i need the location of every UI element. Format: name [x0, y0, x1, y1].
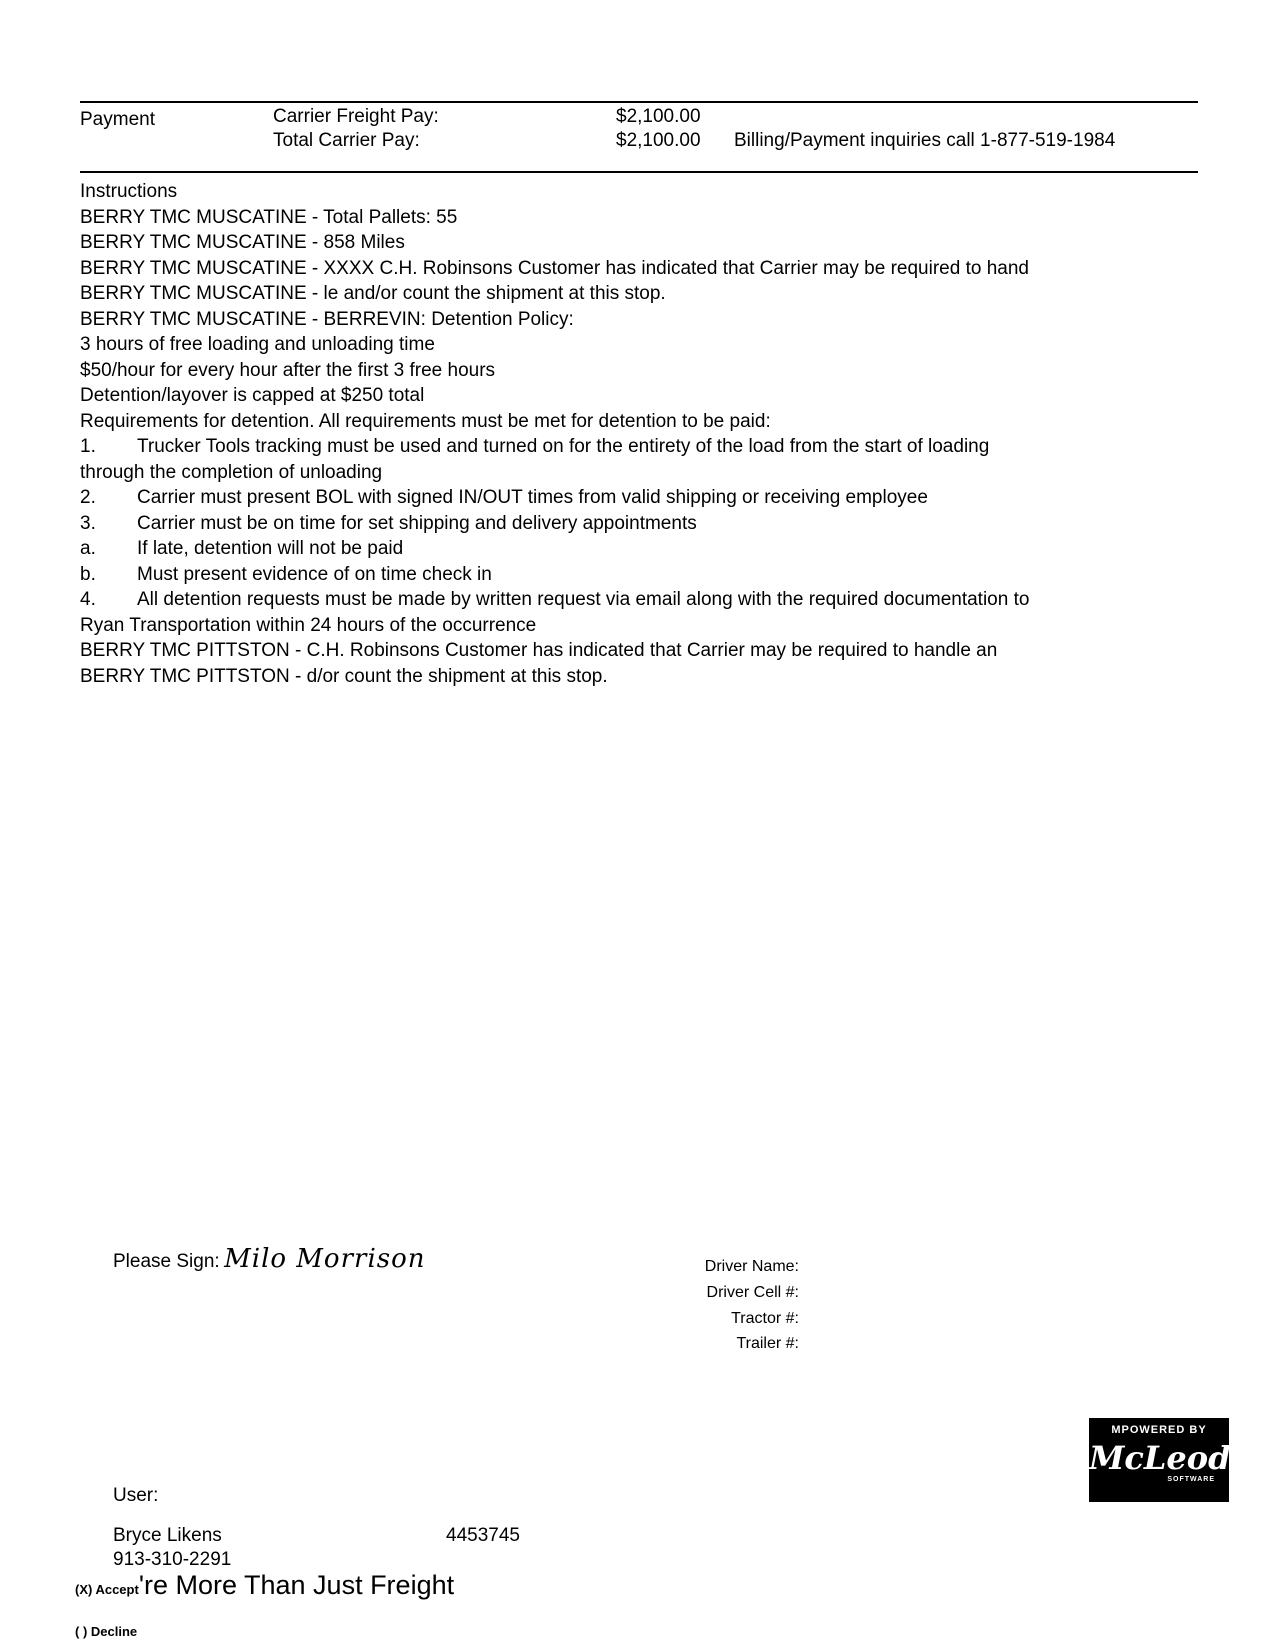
instructions-section: [80, 179, 1210, 689]
logo-software-text: SOFTWARE: [1167, 1476, 1215, 1483]
instruction-line: [80, 332, 1210, 358]
instruction-text: Carrier must present BOL with signed IN/OUT times from valid shipping or receiving employee: [137, 487, 928, 508]
instruction-text: If late, detention will not be paid: [137, 538, 404, 559]
instruction-text: Must present evidence of on time check in: [137, 563, 492, 585]
instruction-number: 1.: [80, 436, 96, 457]
instruction-text: BERRY TMC PITTSTON - C.H. Robinsons Customer has indicated that Carrier may be required to handle an: [80, 640, 998, 661]
accept-row: [75, 1570, 454, 1601]
instruction-line: [80, 358, 1210, 384]
instruction-line: [80, 664, 1210, 690]
instruction-text: Carrier must be on time for set shipping and delivery appointments: [137, 512, 697, 534]
instruction-text: Detention/layover is capped at $250 total: [80, 385, 425, 406]
logo-powered-by-text: MPOWERED BY: [1111, 1424, 1207, 1436]
slogan-text: 're More Than Just Freight: [138, 1570, 455, 1600]
instruction-line: [80, 307, 1210, 333]
instruction-line: [80, 434, 1210, 460]
instruction-line: [80, 383, 1210, 409]
user-phone: 913-310-2291: [113, 1549, 232, 1570]
driver-name-label: Driver Name:: [704, 1258, 799, 1275]
instruction-line: [80, 205, 1210, 231]
instruction-text: BERRY TMC PITTSTON - d/or count the shipment at this stop.: [80, 665, 608, 687]
instruction-line: [80, 562, 1210, 588]
payment-top-rule: [80, 101, 1198, 103]
trailer-label: Trailer #:: [736, 1335, 799, 1352]
instruction-text: BERRY TMC MUSCATINE - le and/or count the shipment at this stop.: [80, 283, 666, 304]
instruction-text: Trucker Tools tracking must be used and turned on for the entirety of the load from the start of loading: [137, 436, 990, 457]
instruction-line: [80, 460, 1210, 486]
mcleod-logo: [1089, 1418, 1229, 1502]
total-pay-value: $2,100.00: [616, 130, 701, 151]
total-pay-label: Total Carrier Pay:: [273, 130, 420, 151]
instruction-number: 2.: [80, 487, 96, 508]
instruction-text: BERRY TMC MUSCATINE - Total Pallets: 55: [80, 206, 458, 228]
driver-cell-label: Driver Cell #:: [706, 1284, 799, 1301]
freight-pay-value: $2,100.00: [616, 106, 701, 127]
instruction-line: [80, 638, 1210, 664]
instruction-line: [80, 281, 1210, 307]
instruction-text: $50/hour for every hour after the first 3 free hours: [80, 359, 496, 381]
instruction-line: [80, 536, 1210, 562]
instruction-number: a.: [80, 538, 96, 559]
instruction-text: BERRY TMC MUSCATINE - XXXX C.H. Robinsons Customer has indicated that Carrier may be required to hand: [80, 257, 1029, 279]
instruction-text: Ryan Transportation within 24 hours of the occurrence: [80, 614, 537, 636]
instruction-number: b.: [80, 563, 96, 585]
payment-section-label: Payment: [80, 109, 155, 130]
freight-pay-label: Carrier Freight Pay:: [273, 106, 439, 127]
handwritten-signature: Milo Morrison: [224, 1244, 426, 1274]
instruction-text: through the completion of unloading: [80, 461, 383, 483]
instructions-list: [80, 205, 1210, 690]
tractor-label: Tractor #:: [731, 1310, 799, 1327]
instruction-text: BERRY TMC MUSCATINE - BERREVIN: Detention Policy:: [80, 308, 574, 330]
billing-inquiries-note: Billing/Payment inquiries call 1-877-519-1984: [734, 130, 1116, 151]
instruction-line: [80, 587, 1210, 613]
signature-area: [113, 1244, 426, 1274]
user-name: Bryce Likens: [113, 1525, 222, 1546]
instruction-line: [80, 256, 1210, 282]
instructions-heading: Instructions: [80, 181, 178, 202]
instruction-text: Requirements for detention. All requirements must be met for detention to be paid:: [80, 410, 771, 432]
instruction-line: [80, 230, 1210, 256]
instruction-text: BERRY TMC MUSCATINE - 858 Miles: [80, 232, 405, 253]
instruction-number: 3.: [80, 512, 96, 534]
decline-option[interactable]: ( ) Decline: [75, 1624, 138, 1639]
user-id: 4453745: [446, 1525, 520, 1546]
instruction-line: [80, 409, 1210, 435]
instruction-line: [80, 511, 1210, 537]
payment-bottom-rule: [80, 171, 1198, 173]
instruction-line: [80, 613, 1210, 639]
instruction-number: 4.: [80, 589, 96, 610]
instruction-text: All detention requests must be made by written request via email along with the required documentation to: [137, 589, 1030, 610]
please-sign-label: Please Sign:: [113, 1251, 220, 1272]
instruction-line: [80, 485, 1210, 511]
accept-option[interactable]: (X) Accept: [75, 1582, 139, 1597]
logo-brand-text: McLeod: [1089, 1439, 1231, 1477]
instruction-text: 3 hours of free loading and unloading time: [80, 334, 435, 355]
user-label: User:: [113, 1485, 159, 1506]
